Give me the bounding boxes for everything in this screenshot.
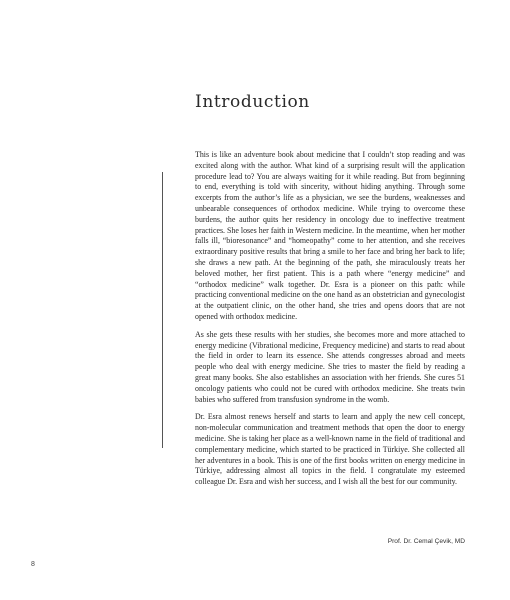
paragraph: As she gets these results with her studies, she becomes more and more attached to energy medicine (Vibrational medicine, Frequency medicine) and starts to read about the field in order to learn its essence. She attends congresses abroad and meets people who deal with energy medicine. She tries to master the field by reading a great many books. She also establishes an association with her friends. She cures 51 oncology patients who could not be cured with orthodox medicine. She treats twin babies who suffered from transfusion syndrome in the womb. [195,329,465,404]
body-text [195,150,465,495]
paragraph: Dr. Esra almost renews herself and starts to learn and apply the new cell concept, non-molecular communication and treatment methods that open the door to energy medicine. She is taking her place as a well-known name in the field of traditional and complementary medicine, which started to be practiced in Türkiye. She collected all her adventures in a book. This is one of the first books written on energy medicine in Türkiye, addressing almost all topics in the field. I congratulate my esteemed colleague Dr. Esra and wish her success, and I wish all the best for our community. [195,412,465,487]
paragraph: This is like an adventure book about medicine that I couldn’t stop reading and was excited along with the author. What kind of a surprising result will the application procedure lead to? You are always waiting for it while reading. But from beginning to end, everything is told with sincerity, without hiding anything. Through some excerpts from the author’s life as a physician, we see the burdens, weaknesses and unbearable consequences of orthodox medicine. While trying to overcome these burdens, the author quits her residency in oncology due to ineffective treatment practices. She loses her faith in Western medicine. In the meantime, when her mother falls ill, “bioresonance” and “homeopathy” come to her attention, and she receives extraordinary positive results that bring a smile to her face and bring her back to life; she draws a new path. At the beginning of the path, she miraculously treats her beloved mother, her first patient. This is a path where “energy medicine” and “orthodox medicine” walk together. Dr. Esra is a pioneer on this path: while practicing conventional medicine on the one hand as an obstetrician and gynecologist at the outpatient clinic, on the other hand, she tries and opens doors that are not opened with orthodox medicine. [195,150,465,321]
vertical-rule [162,172,163,448]
page-number: 8 [31,561,35,568]
page-title: Introduction [195,92,310,112]
author-signature: Prof. Dr. Cemal Çevik, MD [387,538,465,545]
